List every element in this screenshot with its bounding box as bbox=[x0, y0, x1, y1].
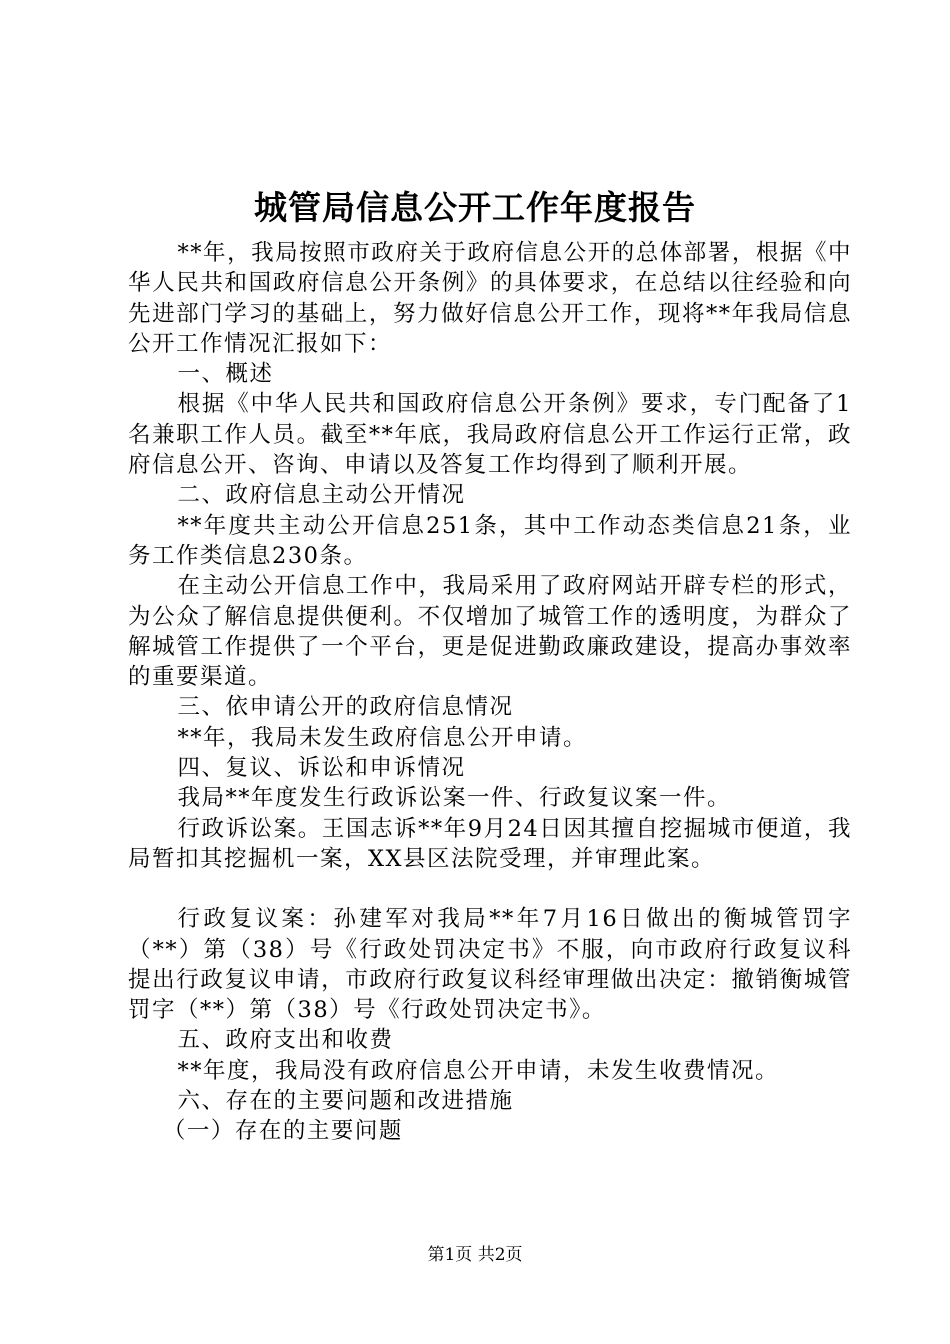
paragraph-proactive-method: 在主动公开信息工作中，我局采用了政府网站开辟专栏的形式，为公众了解信息提供便利。不仅增加了城管工作的透明度，为群众了解城管工作提供了一个平台，更是促进勤政廉政建设，提高办事效率的重要渠道。 bbox=[128, 573, 852, 691]
document-body bbox=[128, 238, 852, 1147]
paragraph-intro: **年，我局按照市政府关于政府信息公开的总体部署，根据《中华人民共和国政府信息公开条例》的具体要求，在总结以往经验和向先进部门学习的基础上，努力做好信息公开工作，现将**年我局信息公开工作情况汇报如下： bbox=[128, 240, 852, 357]
paragraph-review-summary: 我局**年度发生行政诉讼案一件、行政复议案一件。 bbox=[177, 785, 732, 812]
paragraph-litigation-case: 行政诉讼案。王国志诉**年9月24日因其擅自挖掘城市便道，我局暂扣其挖掘机一案，XX县区法院受理，并审理此案。 bbox=[128, 815, 852, 872]
page-number-footer: 第1页 共2页 bbox=[427, 1245, 523, 1265]
subheading-main-problems: （一）存在的主要问题 bbox=[162, 1118, 403, 1145]
paragraph-request: **年，我局未发生政府信息公开申请。 bbox=[177, 724, 588, 751]
document-title: 城管局信息公开工作年度报告 bbox=[254, 188, 696, 227]
paragraph-overview: 根据《中华人民共和国政府信息公开条例》要求，专门配备了1名兼职工作人员。截至**年底，我局政府信息公开工作运行正常，政府信息公开、咨询、申请以及答复工作均得到了顺利开展。 bbox=[128, 391, 852, 479]
section-heading-review: 四、复议、诉讼和申诉情况 bbox=[177, 755, 466, 782]
section-heading-request: 三、依申请公开的政府信息情况 bbox=[177, 694, 514, 721]
section-heading-fees: 五、政府支出和收费 bbox=[177, 1027, 394, 1054]
section-heading-overview: 一、概述 bbox=[177, 361, 274, 388]
paragraph-proactive-count: **年度共主动公开信息251条，其中工作动态类信息21条，业务工作类信息230条。 bbox=[128, 512, 852, 569]
section-heading-proactive: 二、政府信息主动公开情况 bbox=[177, 482, 466, 509]
paragraph-review-case: 行政复议案：孙建军对我局**年7月16日做出的衡城管罚字（**）第（38）号《行政处罚决定书》不服，向市政府行政复议科提出行政复议申请，市政府行政复议科经审理做出决定：撤销衡城管罚字（**）第（38）号《行政处罚决定书》。 bbox=[128, 906, 852, 1024]
paragraph-fees: **年度，我局没有政府信息公开申请，未发生收费情况。 bbox=[177, 1057, 780, 1084]
section-heading-problems: 六、存在的主要问题和改进措施 bbox=[177, 1088, 514, 1115]
